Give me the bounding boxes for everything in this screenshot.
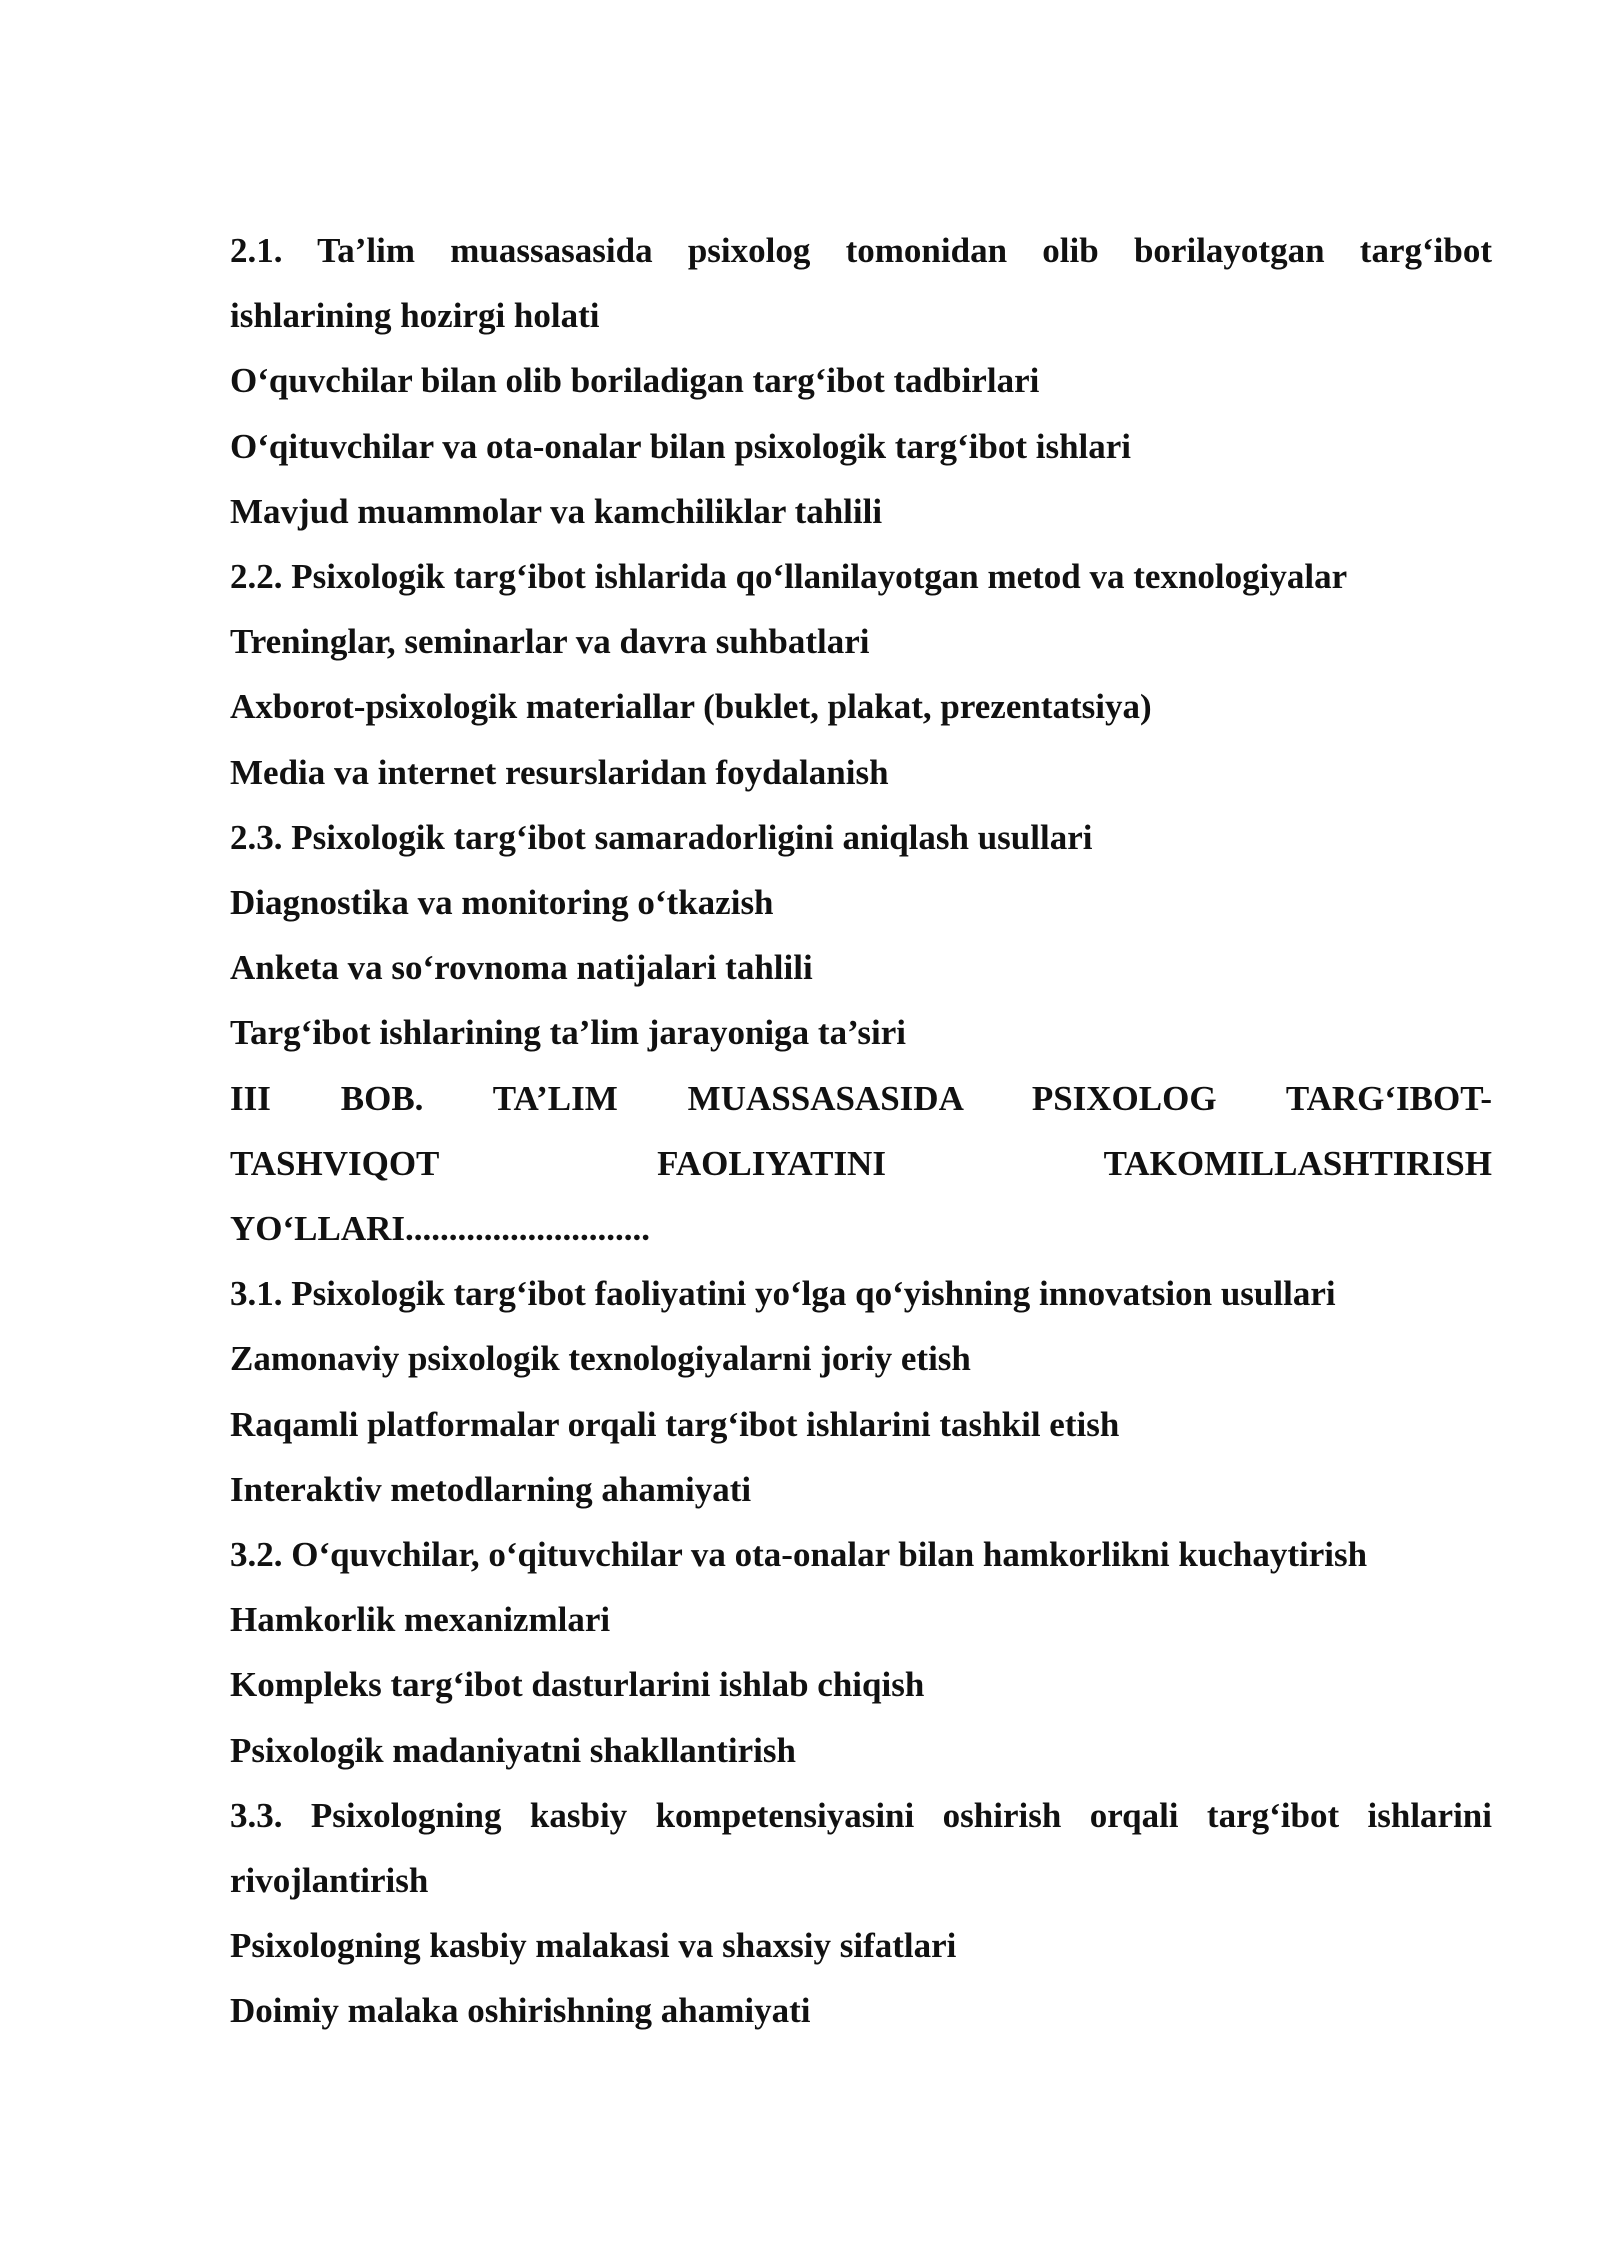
table-of-contents xyxy=(230,218,1492,2044)
chapter-3-heading xyxy=(230,1066,1492,1262)
section-2-1-item: O‘qituvchilar va ota-onalar bilan psixologik targ‘ibot ishlari xyxy=(230,426,1132,466)
section-3-3-item: Doimiy malaka oshirishning ahamiyati xyxy=(230,1991,811,2031)
section-2-3-title: 2.3. Psixologik targ‘ibot samaradorligini aniqlash usullari xyxy=(230,817,1093,857)
chapter-3-heading-line1: III BOB. TA’LIM MUASSASASIDA PSIXOLOG TARG‘IBOT- xyxy=(230,1078,1492,1118)
section-3-2-item: Hamkorlik mexanizmlari xyxy=(230,1600,611,1640)
section-2-1-title-line2: ishlarining hozirgi holati xyxy=(230,296,600,336)
section-2-2-title: 2.2. Psixologik targ‘ibot ishlarida qo‘llanilayotgan metod va texnologiyalar xyxy=(230,557,1348,597)
section-3-3-title-line1: 3.3. Psixologning kasbiy kompetensiyasini oshirish orqali targ‘ibot ishlarini xyxy=(230,1795,1492,1835)
section-3-2-title: 3.2. O‘quvchilar, o‘qituvchilar va ota-onalar bilan hamkorlikni kuchaytirish xyxy=(230,1535,1368,1575)
section-3-1-item: Interaktiv metodlarning ahamiyati xyxy=(230,1469,752,1509)
section-2-2-item: Treninglar, seminarlar va davra suhbatlari xyxy=(230,622,870,662)
section-2-2-item: Media va internet resurslaridan foydalanish xyxy=(230,752,889,792)
section-3-3-title-line2: rivojlantirish xyxy=(230,1861,429,1901)
chapter-3-heading-line3: YO‘LLARI............................ xyxy=(230,1209,651,1249)
chapter-3-heading-line2: TASHVIQOT FAOLIYATINI TAKOMILLASHTIRISH xyxy=(230,1143,1492,1183)
section-3-2-item: Kompleks targ‘ibot dasturlarini ishlab chiqish xyxy=(230,1665,925,1705)
section-2-3-item: Diagnostika va monitoring o‘tkazish xyxy=(230,883,774,923)
section-2-1-title-line1: 2.1. Ta’lim muassasasida psixolog tomonidan olib borilayotgan targ‘ibot xyxy=(230,231,1492,270)
section-3-1-item: Raqamli platformalar orqali targ‘ibot ishlarini tashkil etish xyxy=(230,1404,1120,1444)
section-3-1-item: Zamonaviy psixologik texnologiyalarni joriy etish xyxy=(230,1339,971,1379)
section-2-3-item: Targ‘ibot ishlarining ta’lim jarayoniga ta’siri xyxy=(230,1013,907,1053)
section-2-3-item: Anketa va so‘rovnoma natijalari tahlili xyxy=(230,948,813,988)
section-2-2-item: Axborot-psixologik materiallar (buklet, plakat, prezentatsiya) xyxy=(230,687,1152,727)
section-3-1-title: 3.1. Psixologik targ‘ibot faoliyatini yo‘lga qo‘yishning innovatsion usullari xyxy=(230,1274,1336,1314)
section-3-3-item: Psixologning kasbiy malakasi va shaxsiy sifatlari xyxy=(230,1926,957,1966)
section-2-1-item: O‘quvchilar bilan olib boriladigan targ‘ibot tadbirlari xyxy=(230,361,1040,401)
section-3-2-item: Psixologik madaniyatni shakllantirish xyxy=(230,1730,796,1770)
section-2-1-item: Mavjud muammolar va kamchiliklar tahlili xyxy=(230,491,883,531)
